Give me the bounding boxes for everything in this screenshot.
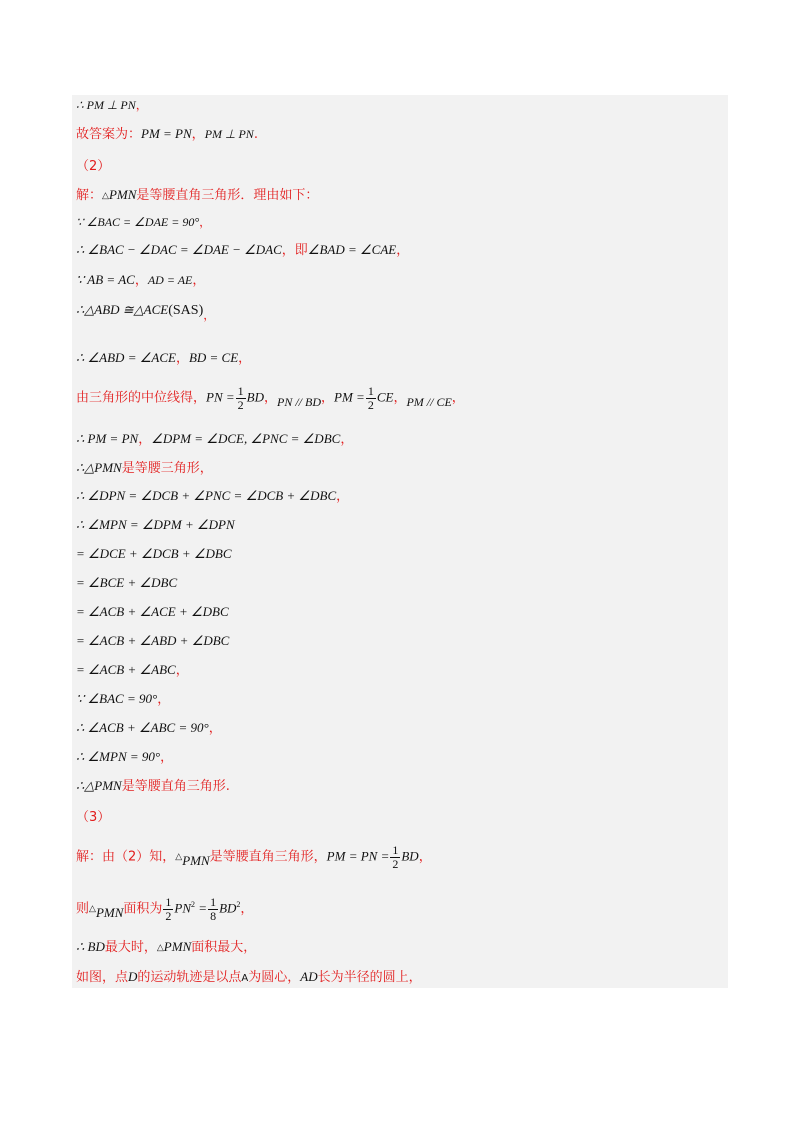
line-1: ∴ PM ⊥ PN， — [76, 98, 148, 112]
line-27: ∴ BD最大时，△PMN面积最大， — [76, 939, 257, 955]
fraction-half: $\frac{1}{2}$ — [392, 843, 399, 871]
line-2: 故答案为：PM = PN，PM ⊥ PN. — [76, 126, 258, 142]
line-23: ∴△PMN是等腰直角三角形. — [76, 778, 230, 794]
line-11: ∴ PM = PN，∠DPM = ∠DCE, ∠PNC = ∠DBC， — [76, 431, 354, 447]
line-8: ∴△ABD ≅△ACE(SAS)， — [76, 302, 216, 322]
line-28: 如图，点D的运动轨迹是以点A为圆心，AD长为半径的圆上， — [76, 969, 422, 985]
line-18: = ∠ACB + ∠ABD + ∠DBC — [76, 633, 230, 648]
fraction-eighth: $\frac{1}{8}$ — [210, 895, 217, 923]
line-16: = ∠BCE + ∠DBC — [76, 575, 178, 590]
line-12: ∴△PMN是等腰三角形， — [76, 460, 213, 476]
line-9: ∴ ∠ABD = ∠ACE，BD = CE， — [76, 350, 252, 366]
line-17: = ∠ACB + ∠ACE + ∠DBC — [76, 604, 229, 619]
fraction-half: $\frac{1}{2}$ — [165, 895, 172, 923]
fraction-half: $\frac{1}{2}$ — [237, 384, 244, 412]
line-14: ∴ ∠MPN = ∠DPM + ∠DPN — [76, 517, 235, 532]
line-5: ∵ ∠BAC = ∠DAE = 90°， — [76, 215, 212, 229]
line-19: = ∠ACB + ∠ABC， — [76, 662, 189, 678]
line-25: 解：由（2）知，△PMN是等腰直角三角形，PM = PN = $\frac{1}{2}$ BD， — [76, 843, 432, 871]
line-26: 则△PMN面积为 $\frac{1}{2}$ $PN^2$ = $\frac{1}{8}$ $BD^2$， — [76, 895, 254, 923]
part-3-label: （3） — [76, 810, 111, 825]
line-13: ∴ ∠DPN = ∠DCB + ∠PNC = ∠DCB + ∠DBC， — [76, 488, 350, 504]
line-20: ∵ ∠BAC = 90°， — [76, 691, 171, 707]
line-21: ∴ ∠ACB + ∠ABC = 90°， — [76, 720, 222, 736]
line-15: = ∠DCE + ∠DCB + ∠DBC — [76, 546, 232, 561]
line-10: 由三角形的中位线得，PN = $\frac{1}{2}$ BD，PN // BD，PM = $\frac{1}{2}$ CE，PM // CE， — [76, 384, 465, 412]
line-6: ∴ ∠BAC − ∠DAC = ∠DAE − ∠DAC，即∠BAD = ∠CAE， — [76, 242, 410, 258]
line-4: 解：△PMN是等腰直角三角形．理由如下： — [76, 187, 319, 203]
line-22: ∴ ∠MPN = 90°， — [76, 749, 174, 765]
fraction-half: $\frac{1}{2}$ — [367, 384, 374, 412]
line-7: ∵ AB = AC，AD = AE， — [76, 272, 206, 288]
part-2-label: （2） — [76, 159, 111, 174]
